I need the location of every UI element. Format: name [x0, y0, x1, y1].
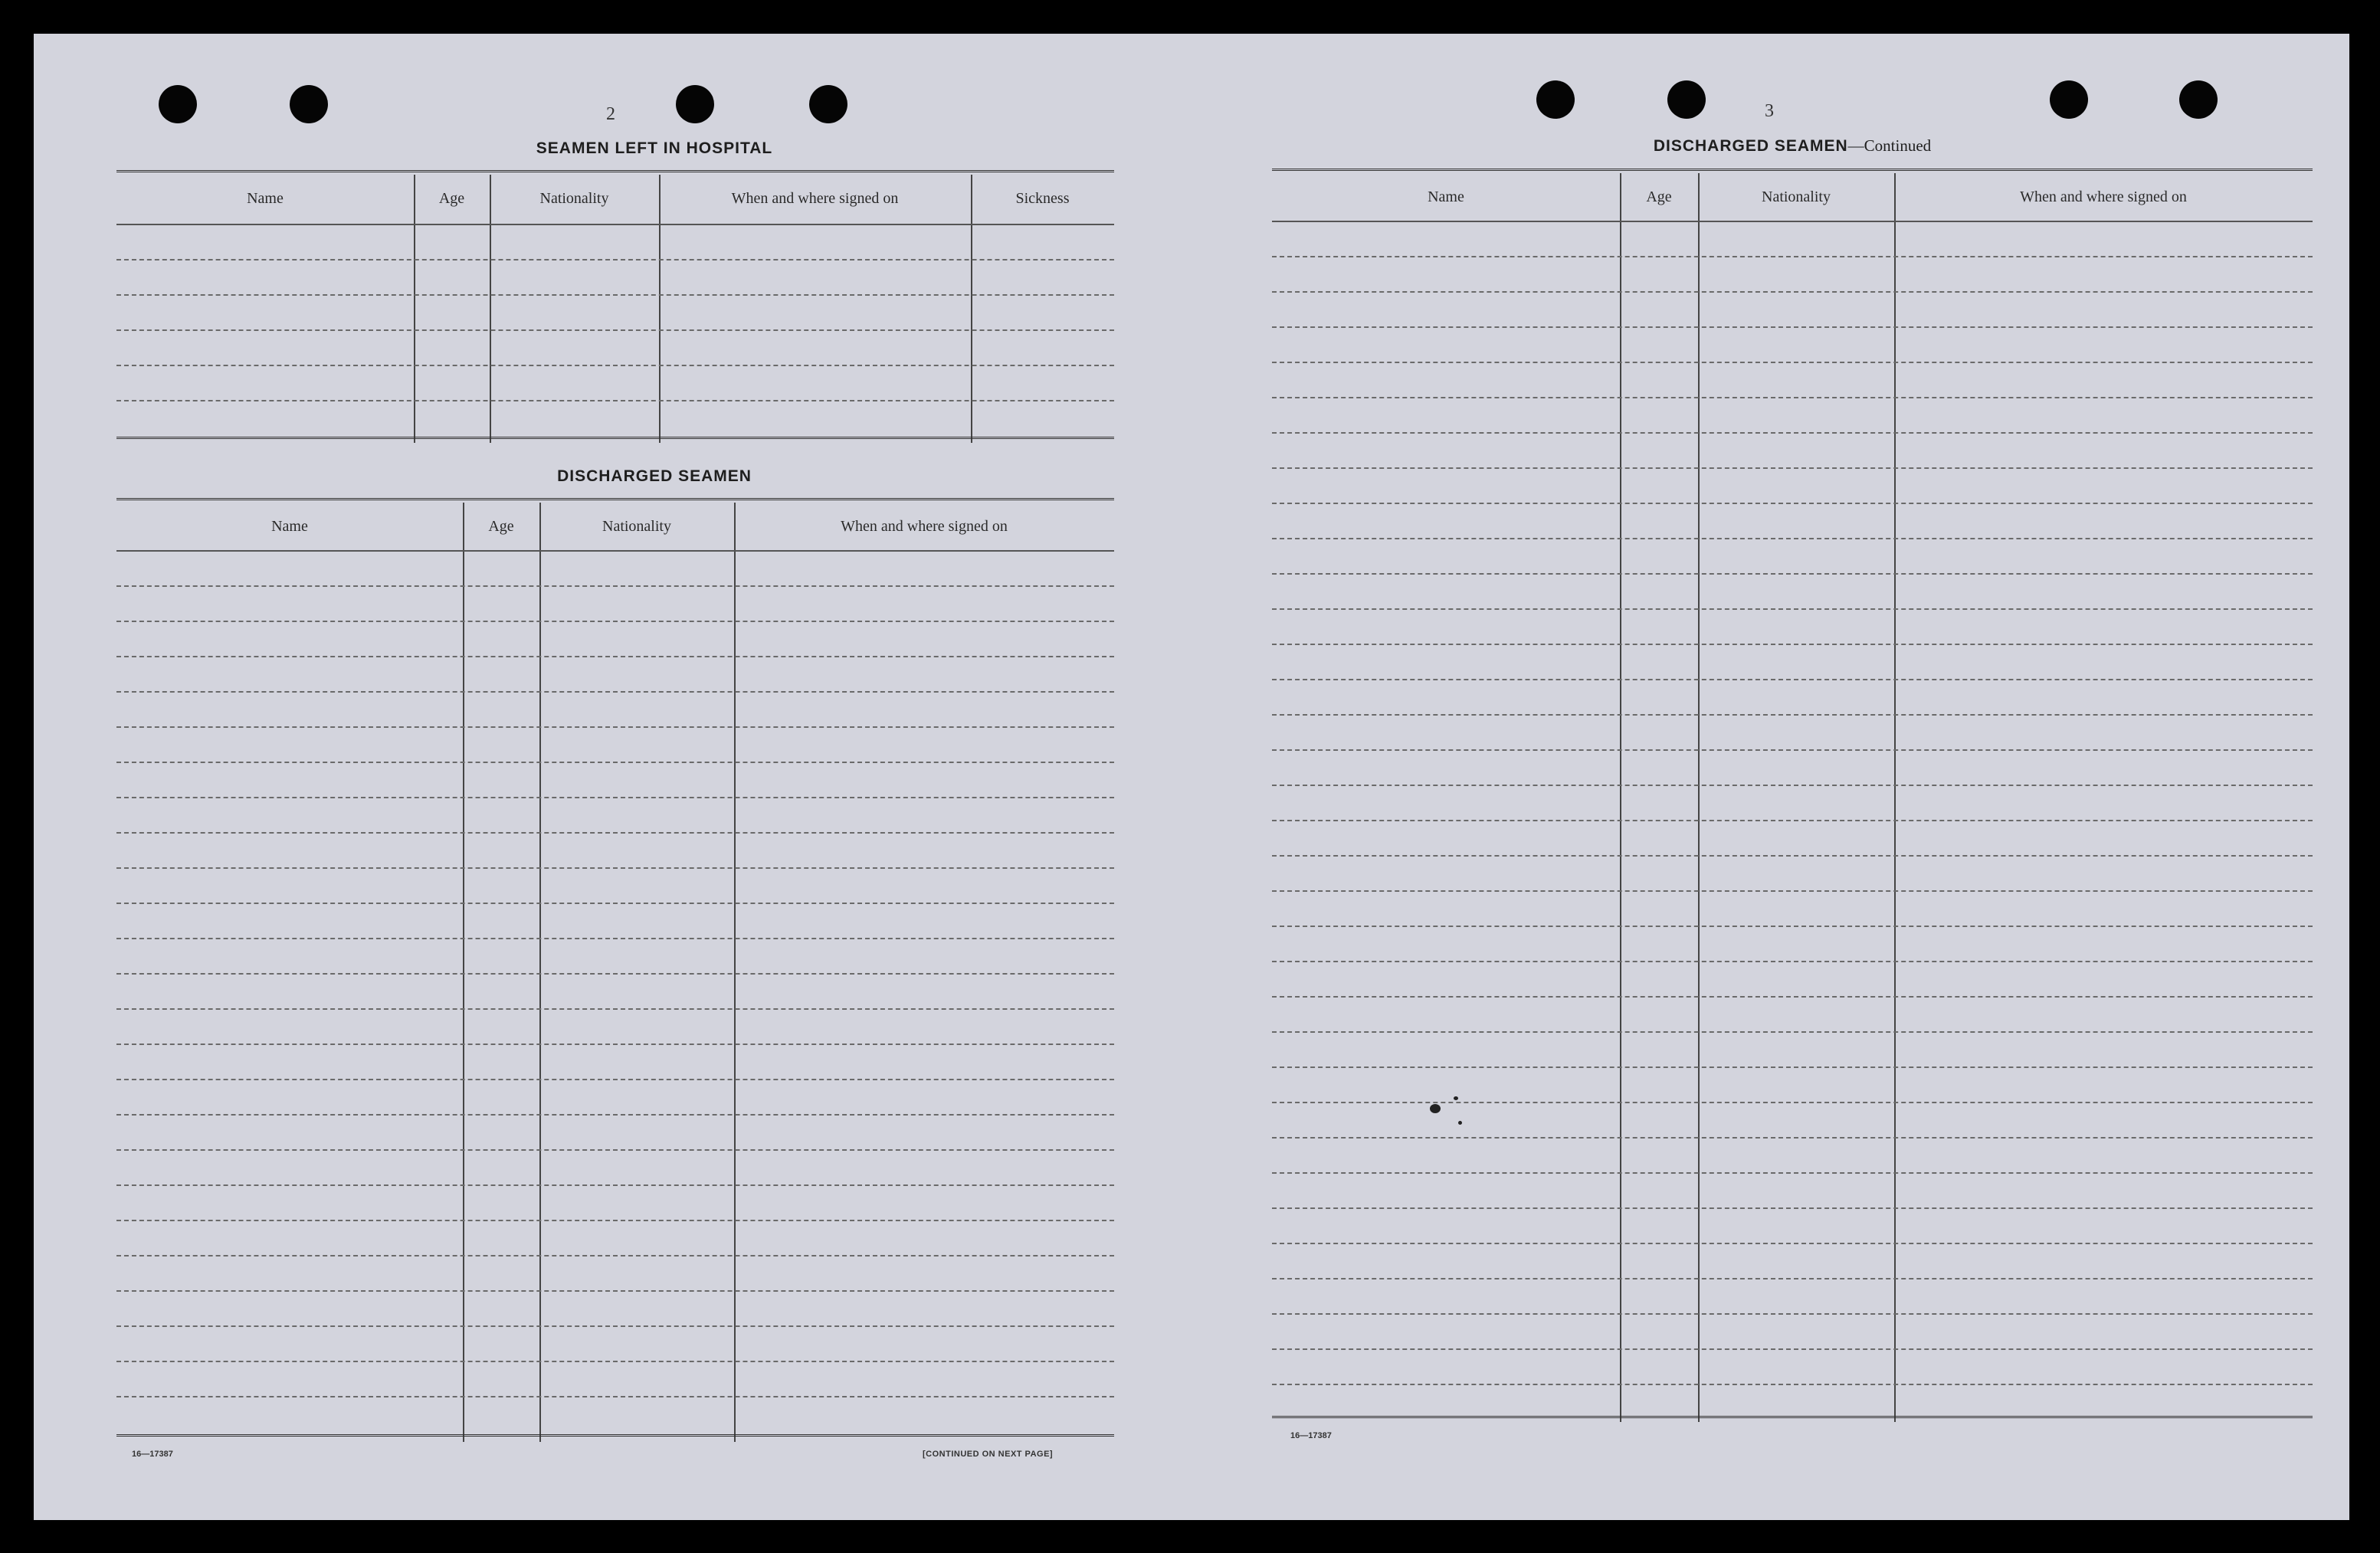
form-number: 16—17387: [1290, 1431, 1332, 1440]
table-row: [1272, 432, 2313, 434]
column-header-signed-on: When and where signed on: [841, 518, 1008, 535]
table-row: [116, 329, 1114, 331]
table-row: [116, 973, 1114, 975]
table-row: [116, 1079, 1114, 1080]
table-row: [1272, 679, 2313, 680]
table-row: [1272, 996, 2313, 998]
column-header-nationality: Nationality: [539, 190, 609, 207]
table-row: [1272, 1066, 2313, 1068]
table-row: [1272, 362, 2313, 363]
table-row: [116, 1325, 1114, 1327]
table-row: [1272, 326, 2313, 328]
table-row: [1272, 1207, 2313, 1209]
table-row: [1272, 503, 2313, 504]
punch-hole: [1536, 80, 1575, 119]
table-row: [116, 726, 1114, 728]
table-row: [116, 294, 1114, 296]
table-row: [1272, 291, 2313, 293]
page-number: 3: [1765, 101, 1774, 121]
table-row: [116, 797, 1114, 798]
section-title-discharged-continued: [1275, 136, 2310, 156]
table-row: [1272, 1384, 2313, 1385]
punch-hole: [2050, 80, 2088, 119]
table-row: [116, 903, 1114, 904]
column-header-signed-on: When and where signed on: [2020, 188, 2187, 205]
section-title-hospital: SEAMEN LEFT IN HOSPITAL: [536, 139, 773, 157]
column-header-name: Name: [247, 190, 284, 207]
table-row: [116, 867, 1114, 869]
table-row: [1272, 749, 2313, 751]
punch-hole: [676, 85, 714, 123]
table-row: [1272, 1102, 2313, 1103]
table-row: [1272, 1313, 2313, 1315]
table-row: [1272, 256, 2313, 257]
table-row: [1272, 926, 2313, 927]
table-row: [116, 400, 1114, 401]
table-row: [1272, 397, 2313, 398]
table-row: [116, 1290, 1114, 1292]
table-row: [116, 1008, 1114, 1010]
section-title-text: DISCHARGED SEAMEN: [1653, 137, 1848, 155]
column-header-nationality: Nationality: [602, 518, 671, 535]
table-row: [116, 762, 1114, 763]
table-row: [116, 656, 1114, 657]
column-header-age: Age: [1646, 188, 1672, 205]
page-number: 2: [606, 104, 615, 124]
form-number: 16—17387: [132, 1450, 173, 1459]
table-row: [1272, 820, 2313, 821]
table-row: [116, 1220, 1114, 1221]
continued-note: [CONTINUED ON NEXT PAGE]: [923, 1450, 1054, 1459]
section-title-discharged: DISCHARGED SEAMEN: [557, 467, 752, 485]
punch-hole: [1667, 80, 1706, 119]
table-row: [116, 585, 1114, 587]
table-row: [1272, 714, 2313, 716]
table-row: [1272, 1172, 2313, 1174]
column-header-nationality: Nationality: [1762, 188, 1831, 205]
punch-hole: [2179, 80, 2218, 119]
table-row: [1272, 538, 2313, 539]
table-row: [1272, 644, 2313, 645]
table-row: [116, 1361, 1114, 1362]
table-row: [116, 621, 1114, 622]
table-row: [1272, 890, 2313, 892]
column-header-sickness: Sickness: [1015, 190, 1070, 207]
column-header-signed-on: When and where signed on: [731, 190, 899, 207]
section-title-suffix: —Continued: [1847, 136, 1932, 155]
table-row: [116, 938, 1114, 939]
discharged-table-right: [1272, 169, 2313, 1431]
table-row: [116, 832, 1114, 834]
table-row: [116, 1114, 1114, 1116]
document-sheet: [34, 34, 2349, 1520]
punch-hole: [290, 85, 328, 123]
column-header-age: Age: [488, 518, 514, 535]
discharged-table-left: [116, 498, 1114, 1450]
table-row: [1272, 1137, 2313, 1139]
table-row: [1272, 855, 2313, 857]
table-row: [116, 1396, 1114, 1397]
column-header-name: Name: [271, 518, 308, 535]
table-row: [1272, 1031, 2313, 1033]
table-row: [1272, 467, 2313, 469]
column-header-age: Age: [438, 190, 465, 207]
table-row: [116, 1255, 1114, 1256]
hospital-table: [116, 170, 1114, 446]
column-header-name: Name: [1428, 188, 1464, 205]
punch-hole: [809, 85, 847, 123]
table-row: [116, 259, 1114, 260]
table-row: [116, 691, 1114, 693]
punch-hole: [159, 85, 197, 123]
table-row: [116, 365, 1114, 366]
table-row: [1272, 1278, 2313, 1279]
table-row: [1272, 608, 2313, 610]
table-row: [1272, 961, 2313, 962]
table-row: [1272, 1243, 2313, 1244]
table-row: [1272, 1348, 2313, 1350]
table-row: [1272, 785, 2313, 786]
table-row: [116, 1149, 1114, 1151]
table-row: [116, 1044, 1114, 1045]
table-row: [116, 1184, 1114, 1186]
table-row: [1272, 573, 2313, 575]
